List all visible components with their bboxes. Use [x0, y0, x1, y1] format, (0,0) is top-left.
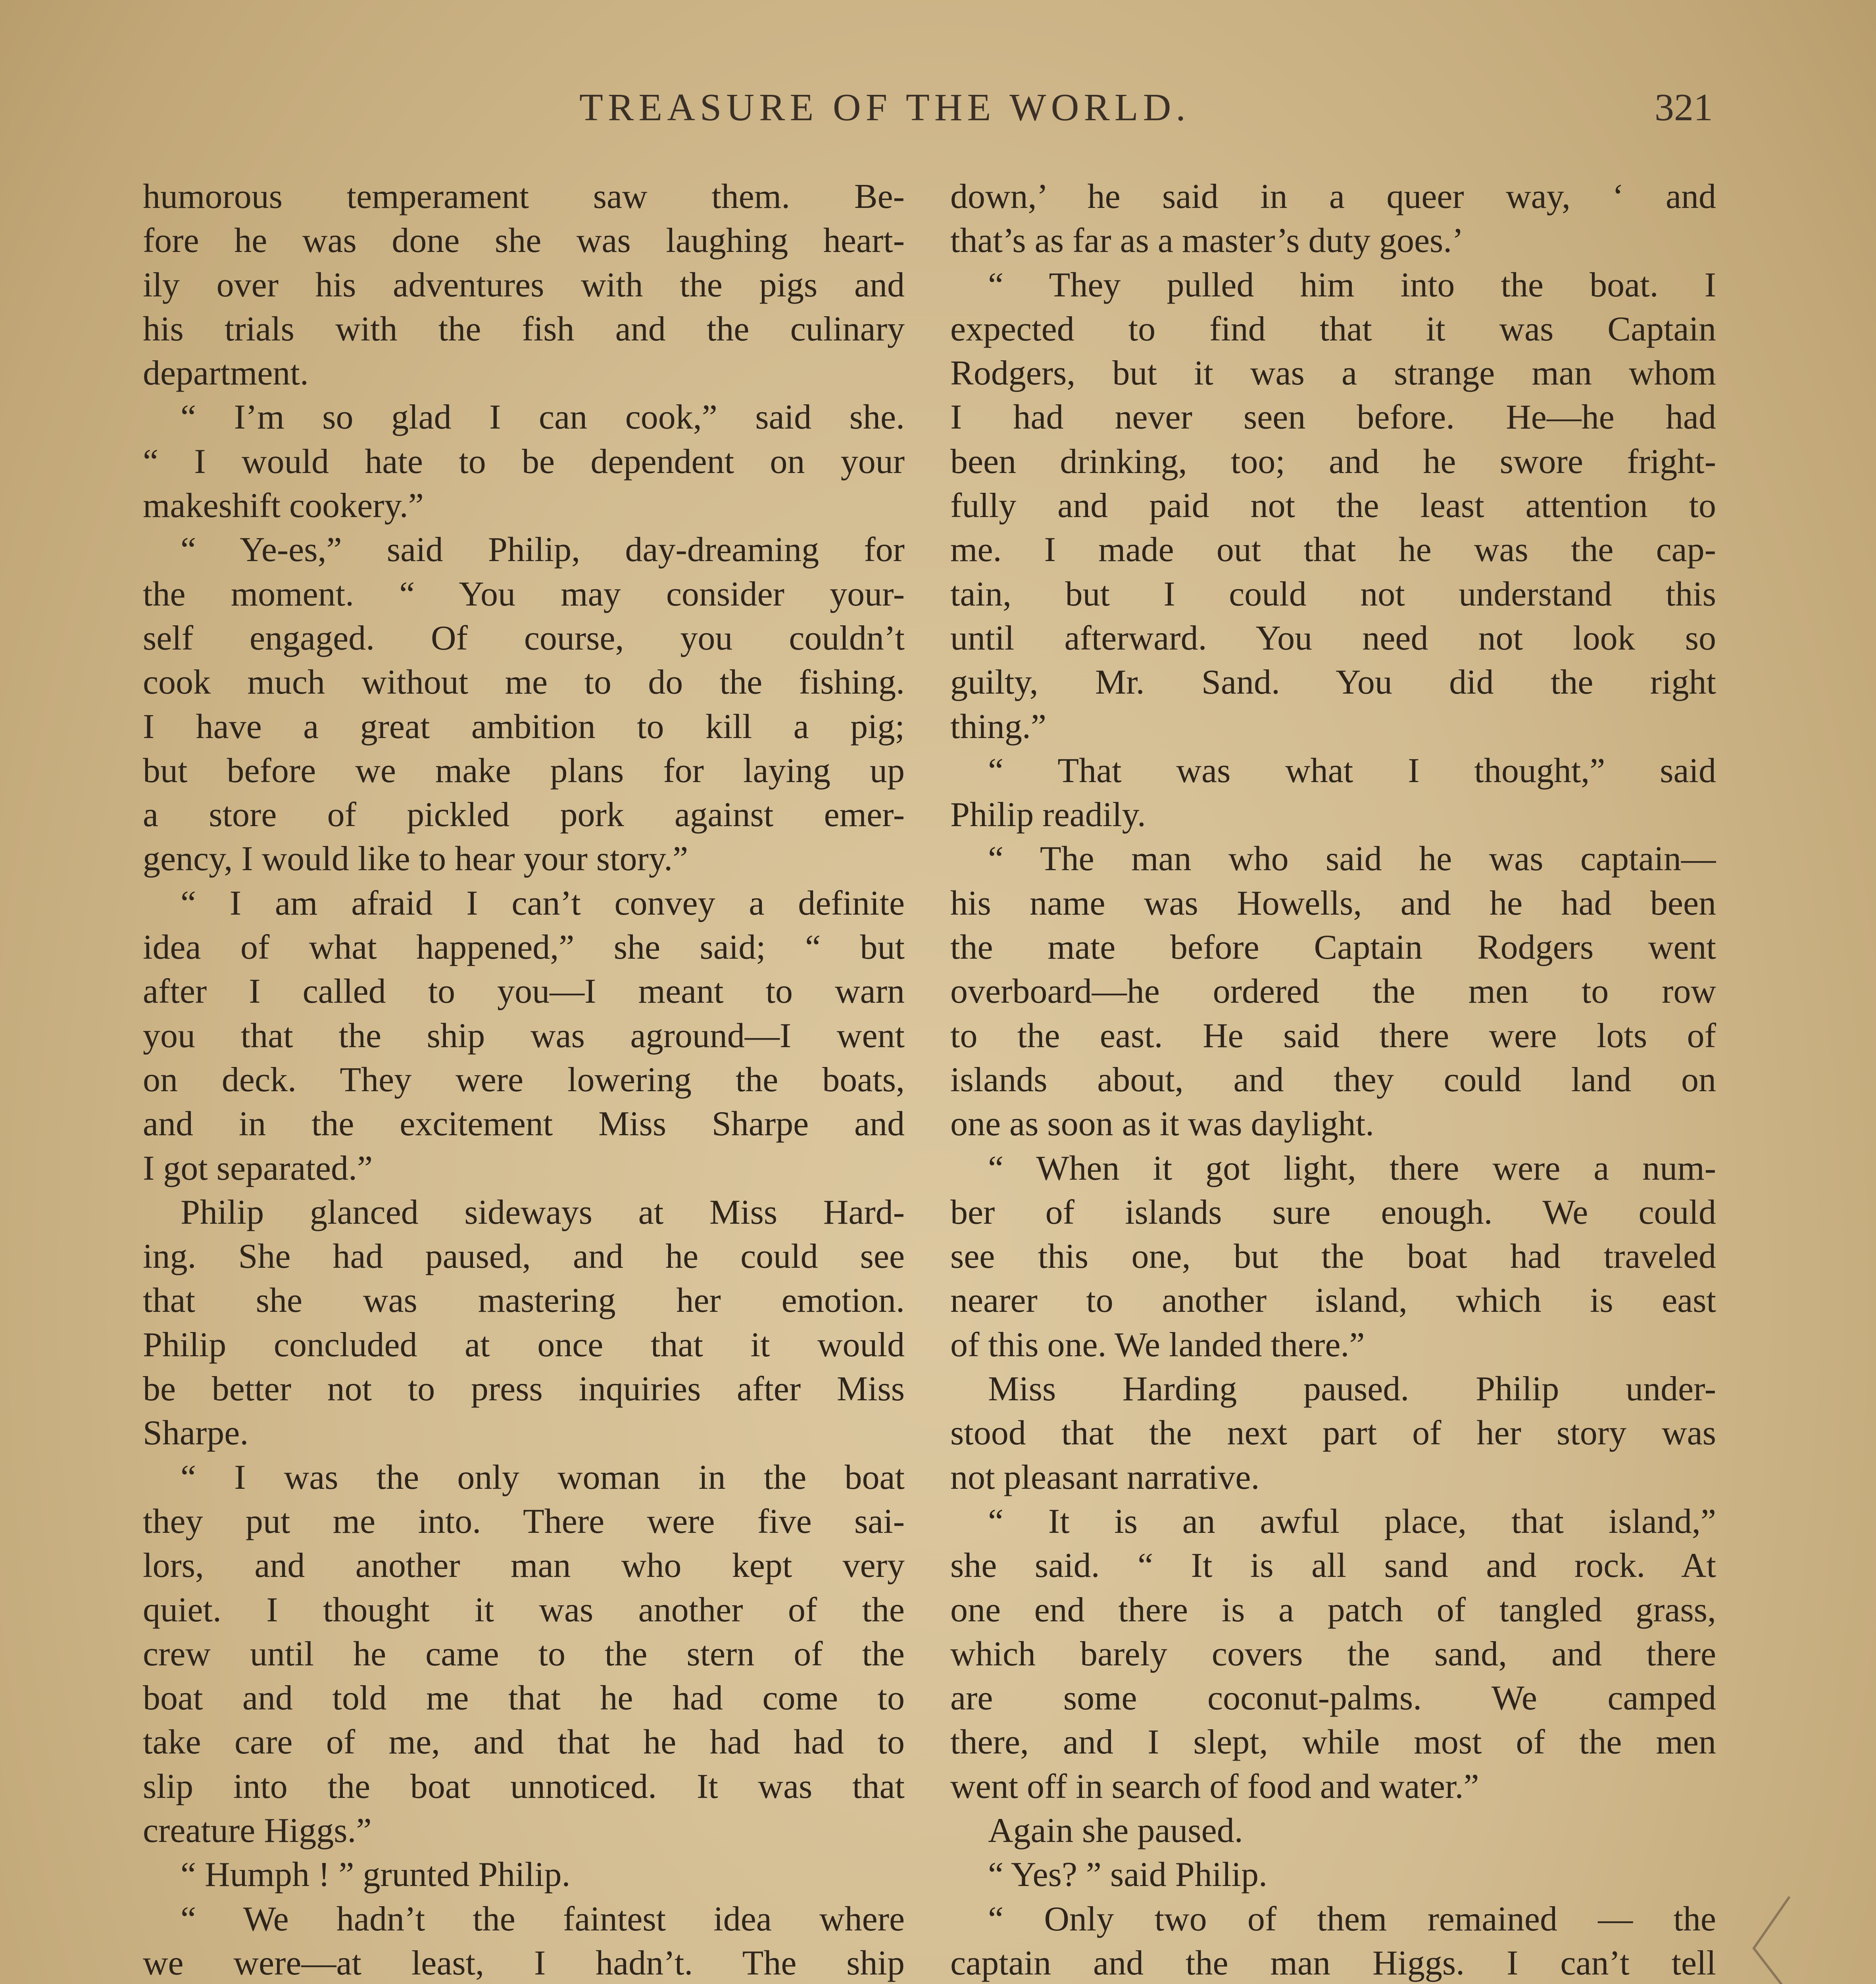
text-line: be better not to press inquiries after Miss: [143, 1370, 905, 1409]
text-line: slip into the boat unnoticed. It was that: [143, 1767, 905, 1806]
text-line: a store of pickled pork against emer-: [143, 796, 905, 834]
text-line: “ Only two of them remained — the: [988, 1899, 1716, 1938]
text-line: self engaged. Of course, you couldn’t: [143, 619, 905, 657]
text-line: lors, and another man who kept very: [143, 1546, 905, 1585]
text-line: after I called to you—I meant to warn: [143, 972, 905, 1011]
text-line: guilty, Mr. Sand. You did the right: [950, 663, 1716, 702]
text-line: tain, but I could not understand this: [950, 575, 1716, 613]
text-line: we were—at least, I hadn’t. The ship: [143, 1944, 905, 1982]
text-line: down,’ he said in a queer way, ‘ and: [950, 177, 1716, 216]
text-line: quiet. I thought it was another of the: [143, 1590, 905, 1629]
right-text-column: [950, 175, 1716, 1984]
text-line: overboard—he ordered the men to row: [950, 972, 1716, 1011]
text-line: humorous temperament saw them. Be-: [143, 177, 905, 216]
text-line: crew until he came to the stern of the: [143, 1634, 905, 1673]
page-number: 321: [1655, 86, 1713, 129]
text-line: I got separated.”: [143, 1149, 373, 1188]
text-line: to the east. He said there were lots of: [950, 1016, 1716, 1055]
text-line: went off in search of food and water.”: [950, 1767, 1479, 1806]
text-line: makeshift cookery.”: [143, 486, 424, 525]
text-line: on deck. They were lowering the boats,: [143, 1060, 905, 1099]
text-line: Miss Harding paused. Philip under-: [988, 1370, 1716, 1409]
text-line: but before we make plans for laying up: [143, 751, 905, 790]
text-line: Philip glanced sideways at Miss Hard-: [181, 1193, 905, 1232]
text-line: not pleasant narrative.: [950, 1458, 1260, 1497]
text-line: creature Higgs.”: [143, 1811, 372, 1850]
text-line: his name was Howells, and he had been: [950, 884, 1716, 923]
text-line: and in the excitement Miss Sharpe and: [143, 1105, 905, 1144]
text-line: I had never seen before. He—he had: [950, 398, 1716, 437]
text-line: which barely covers the sand, and there: [950, 1634, 1716, 1673]
text-line: islands about, and they could land on: [950, 1060, 1716, 1099]
left-text-column: [143, 175, 905, 1984]
text-line: Rodgers, but it was a strange man whom: [950, 354, 1716, 393]
text-line: been drinking, too; and he swore fright-: [950, 442, 1716, 481]
text-line: idea of what happened,” she said; “ but: [143, 928, 905, 967]
text-line: department.: [143, 354, 309, 393]
running-head: [0, 85, 1876, 141]
text-line: that’s as far as a master’s duty goes.’: [950, 221, 1464, 260]
text-line: you that the ship was aground—I went: [143, 1016, 905, 1055]
text-line: “ Ye-es,” said Philip, day-dreaming for: [181, 531, 905, 569]
text-line: I have a great ambition to kill a pig;: [143, 707, 905, 746]
text-line: expected to find that it was Captain: [950, 310, 1716, 348]
text-line: “ Humph ! ” grunted Philip.: [181, 1855, 571, 1894]
text-line: Again she paused.: [988, 1811, 1243, 1850]
text-line: the mate before Captain Rodgers went: [950, 928, 1716, 967]
text-line: take care of me, and that he had had to: [143, 1723, 905, 1762]
text-line: thing.”: [950, 707, 1046, 746]
text-line: captain and the man Higgs. I can’t tell: [950, 1944, 1716, 1982]
text-line: see this one, but the boat had traveled: [950, 1237, 1716, 1276]
text-line: Sharpe.: [143, 1414, 249, 1453]
text-line: me. I made out that he was the cap-: [950, 531, 1716, 569]
text-line: nearer to another island, which is east: [950, 1281, 1716, 1320]
pencil-mark-icon: [1730, 1889, 1809, 1984]
text-line: the moment. “ You may consider your-: [143, 575, 905, 613]
text-line: “ Yes? ” said Philip.: [988, 1855, 1267, 1894]
text-line: cook much without me to do the fishing.: [143, 663, 905, 702]
text-line: Philip concluded at once that it would: [143, 1325, 905, 1364]
text-line: his trials with the fish and the culinary: [143, 310, 905, 348]
text-line: “ I am afraid I can’t convey a definite: [181, 884, 905, 923]
text-line: “ When it got light, there were a num-: [988, 1149, 1716, 1188]
text-line: they put me into. There were five sai-: [143, 1502, 905, 1541]
text-line: one as soon as it was daylight.: [950, 1105, 1374, 1144]
text-line: “ I’m so glad I can cook,” said she.: [181, 398, 905, 437]
text-line: “ That was what I thought,” said: [988, 751, 1716, 790]
text-line: until afterward. You need not look so: [950, 619, 1716, 657]
text-line: ing. She had paused, and he could see: [143, 1237, 905, 1276]
text-line: are some coconut-palms. We camped: [950, 1679, 1716, 1718]
text-line: ily over his adventures with the pigs and: [143, 265, 905, 304]
text-line: gency, I would like to hear your story.”: [143, 840, 688, 879]
text-line: fully and paid not the least attention to: [950, 486, 1716, 525]
text-line: “ I was the only woman in the boat: [181, 1458, 905, 1497]
text-line: one end there is a patch of tangled grass,: [950, 1590, 1716, 1629]
text-line: Philip readily.: [950, 796, 1146, 834]
text-line: “ It is an awful place, that island,”: [988, 1502, 1716, 1541]
running-title: TREASURE OF THE WORLD.: [579, 86, 1190, 129]
text-line: boat and told me that he had come to: [143, 1679, 905, 1718]
text-line: ber of islands sure enough. We could: [950, 1193, 1716, 1232]
text-line: “ We hadn’t the faintest idea where: [181, 1899, 905, 1938]
text-line: that she was mastering her emotion.: [143, 1281, 905, 1320]
text-line: “ I would hate to be dependent on your: [143, 442, 905, 481]
text-line: there, and I slept, while most of the men: [950, 1723, 1716, 1762]
text-line: “ They pulled him into the boat. I: [988, 265, 1716, 304]
text-line: stood that the next part of her story was: [950, 1414, 1716, 1453]
text-line: “ The man who said he was captain—: [988, 840, 1716, 879]
text-line: fore he was done she was laughing heart-: [143, 221, 905, 260]
text-line: of this one. We landed there.”: [950, 1325, 1365, 1364]
text-line: she said. “ It is all sand and rock. At: [950, 1546, 1716, 1585]
